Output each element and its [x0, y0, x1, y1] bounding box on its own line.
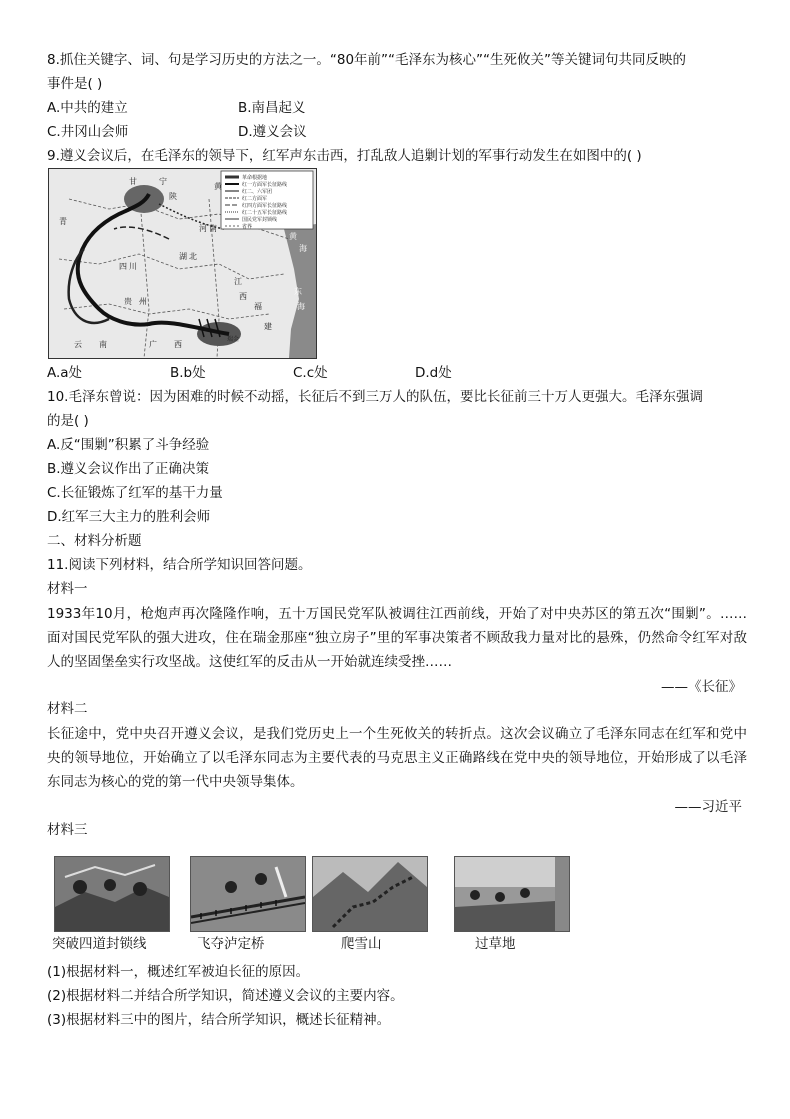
q8-option-a: A.中共的建立 — [47, 100, 128, 116]
caption-2: 飞夺泸定桥 — [197, 936, 265, 952]
caption-3: 爬雪山 — [341, 936, 382, 952]
legend-item-1: 红一方面军长征路线 — [242, 182, 288, 188]
map-drawing — [49, 169, 316, 358]
q9-option-d: D.d处 — [415, 365, 452, 381]
map-label-19: 东 — [294, 287, 302, 296]
map-label-18: 海 — [299, 244, 307, 253]
q9-option-a: A.a处 — [47, 365, 83, 381]
map-label-3: 湖 — [179, 252, 187, 261]
photo-luding-bridge — [190, 856, 306, 932]
map-label-2: 南 — [209, 224, 217, 233]
map-label-11: 广 — [149, 340, 157, 349]
photo-art-1 — [55, 857, 169, 931]
q9-option-b: B.b处 — [170, 365, 206, 381]
photo-grassland — [454, 856, 570, 932]
q8-stem-line2: 事件是( ) — [47, 76, 103, 92]
map-label-8: 州 — [139, 297, 147, 306]
q9-option-c: C.c处 — [293, 365, 328, 381]
q10-stem-line1: 10.毛泽东曾说：因为困难的时候不动摇，长征后不到三万人的队伍，要比长征前三十万人更强大。毛泽东强调 — [47, 389, 703, 405]
map-label-10: 南 — [99, 340, 107, 349]
photo-snow-mountains — [312, 856, 428, 932]
map-label-6: 川 — [129, 262, 137, 271]
legend-item-4: 红四方面军长征路线 — [242, 203, 288, 209]
map-label-15: 江 — [234, 277, 242, 286]
material-2-source: ——习近平 — [674, 799, 742, 815]
legend-item-7: 省界 — [242, 224, 253, 230]
sub-question-2: (2)根据材料二并结合所学知识，简述遵义会议的主要内容。 — [47, 988, 404, 1004]
legend-item-3: 红二方面军 — [242, 196, 268, 202]
map-label-5: 四 — [119, 262, 127, 271]
caption-1: 突破四道封锁线 — [52, 936, 147, 952]
caption-4: 过草地 — [475, 936, 516, 952]
material-3-title: 材料三 — [47, 822, 88, 838]
q10-option-b: B.遵义会议作出了正确决策 — [47, 461, 210, 477]
q10-stem-line2: 的是( ) — [47, 413, 89, 429]
photo-blockade-breakthrough — [54, 856, 170, 932]
q11-stem: 11.阅读下列材料，结合所学知识回答问题。 — [47, 557, 312, 573]
map-label-7: 贵 — [124, 297, 132, 306]
q10-option-a: A.反“围剿”积累了斗争经验 — [47, 437, 210, 453]
map-label-9: 云 — [74, 340, 82, 349]
photo-art-2 — [191, 857, 305, 931]
q9-stem: 9.遵义会议后，在毛泽东的领导下，红军声东击西，打乱敌人追剿计划的军事行动发生在如图中的( ) — [47, 148, 642, 164]
sub-question-1: (1)根据材料一，概述红军被迫长征的原因。 — [47, 964, 310, 980]
map-label-0: 黄 — [214, 182, 222, 191]
legend-item-5: 红二十五军长征路线 — [242, 210, 288, 216]
map-label-22: 陕 — [169, 192, 177, 201]
sub-question-3: (3)根据材料三中的图片，结合所学知识，概述长征精神。 — [47, 1012, 391, 1028]
q8-option-d: D.遵义会议 — [238, 124, 307, 140]
q8-stem-line1: 8.抓住关键字、词、句是学习历史的方法之一。“80年前”“毛泽东为核心”“生死攸关”等关键词句共同反映的 — [47, 52, 687, 68]
material-2-title: 材料二 — [47, 701, 88, 717]
q10-option-d: D.红军三大主力的胜利会师 — [47, 509, 211, 525]
material-1-text: 1933年10月，枪炮声再次隆隆作响，五十万国民党军队被调往江西前线，开始了对中央苏区的第五次“围剿”。……面对国民党军队的强大进攻，住在瑞金那座“独立房子”里的军事决策者不顾敌我力量对比的悬殊，仍然命令红军对敌人的坚固堡垒实行攻坚战。这使红军的反击从一开始就连续受挫…… — [47, 606, 747, 670]
section-heading: 二、材料分析题 — [47, 533, 142, 549]
map-label-13: 福 — [254, 302, 262, 311]
long-march-map — [48, 168, 317, 359]
material-1-source: ——《长征》 — [661, 679, 742, 695]
map-label-1: 河 — [199, 224, 207, 233]
map-label-23: 宁 — [159, 177, 167, 186]
legend-item-2: 红二、六军团 — [242, 189, 273, 195]
map-label-24: 青 — [59, 217, 67, 226]
map-label-14: 建 — [264, 322, 272, 331]
q10-option-c: C.长征锻炼了红军的基干力量 — [47, 485, 223, 501]
map-label-20: 海 — [297, 302, 305, 311]
map-label-4: 北 — [189, 252, 197, 261]
legend-item-0: 革命根据地 — [242, 175, 268, 181]
map-label-25: 瑞金 — [227, 336, 240, 343]
material-2-text: 长征途中，党中央召开遵义会议，是我们党历史上一个生死攸关的转折点。这次会议确立了毛泽东同志在红军和党中央的领导地位，开始确立了以毛泽东同志为主要代表的马克思主义正确路线在党中央的领导地位，开始形成了以毛泽东同志为核心的党的第一代中央领导集体。 — [47, 726, 747, 790]
photo-art-3 — [313, 857, 427, 931]
material-1-title: 材料一 — [47, 581, 88, 597]
map-label-21: 甘 — [129, 177, 137, 186]
legend-item-6: 国民党军封锁线 — [242, 217, 278, 223]
map-label-12: 西 — [174, 340, 182, 349]
q8-option-b: B.南昌起义 — [238, 100, 306, 116]
map-label-17: 黄 — [289, 232, 297, 241]
map-label-16: 西 — [239, 292, 247, 301]
photo-art-4 — [455, 857, 555, 931]
q8-option-c: C.井冈山会师 — [47, 124, 129, 140]
